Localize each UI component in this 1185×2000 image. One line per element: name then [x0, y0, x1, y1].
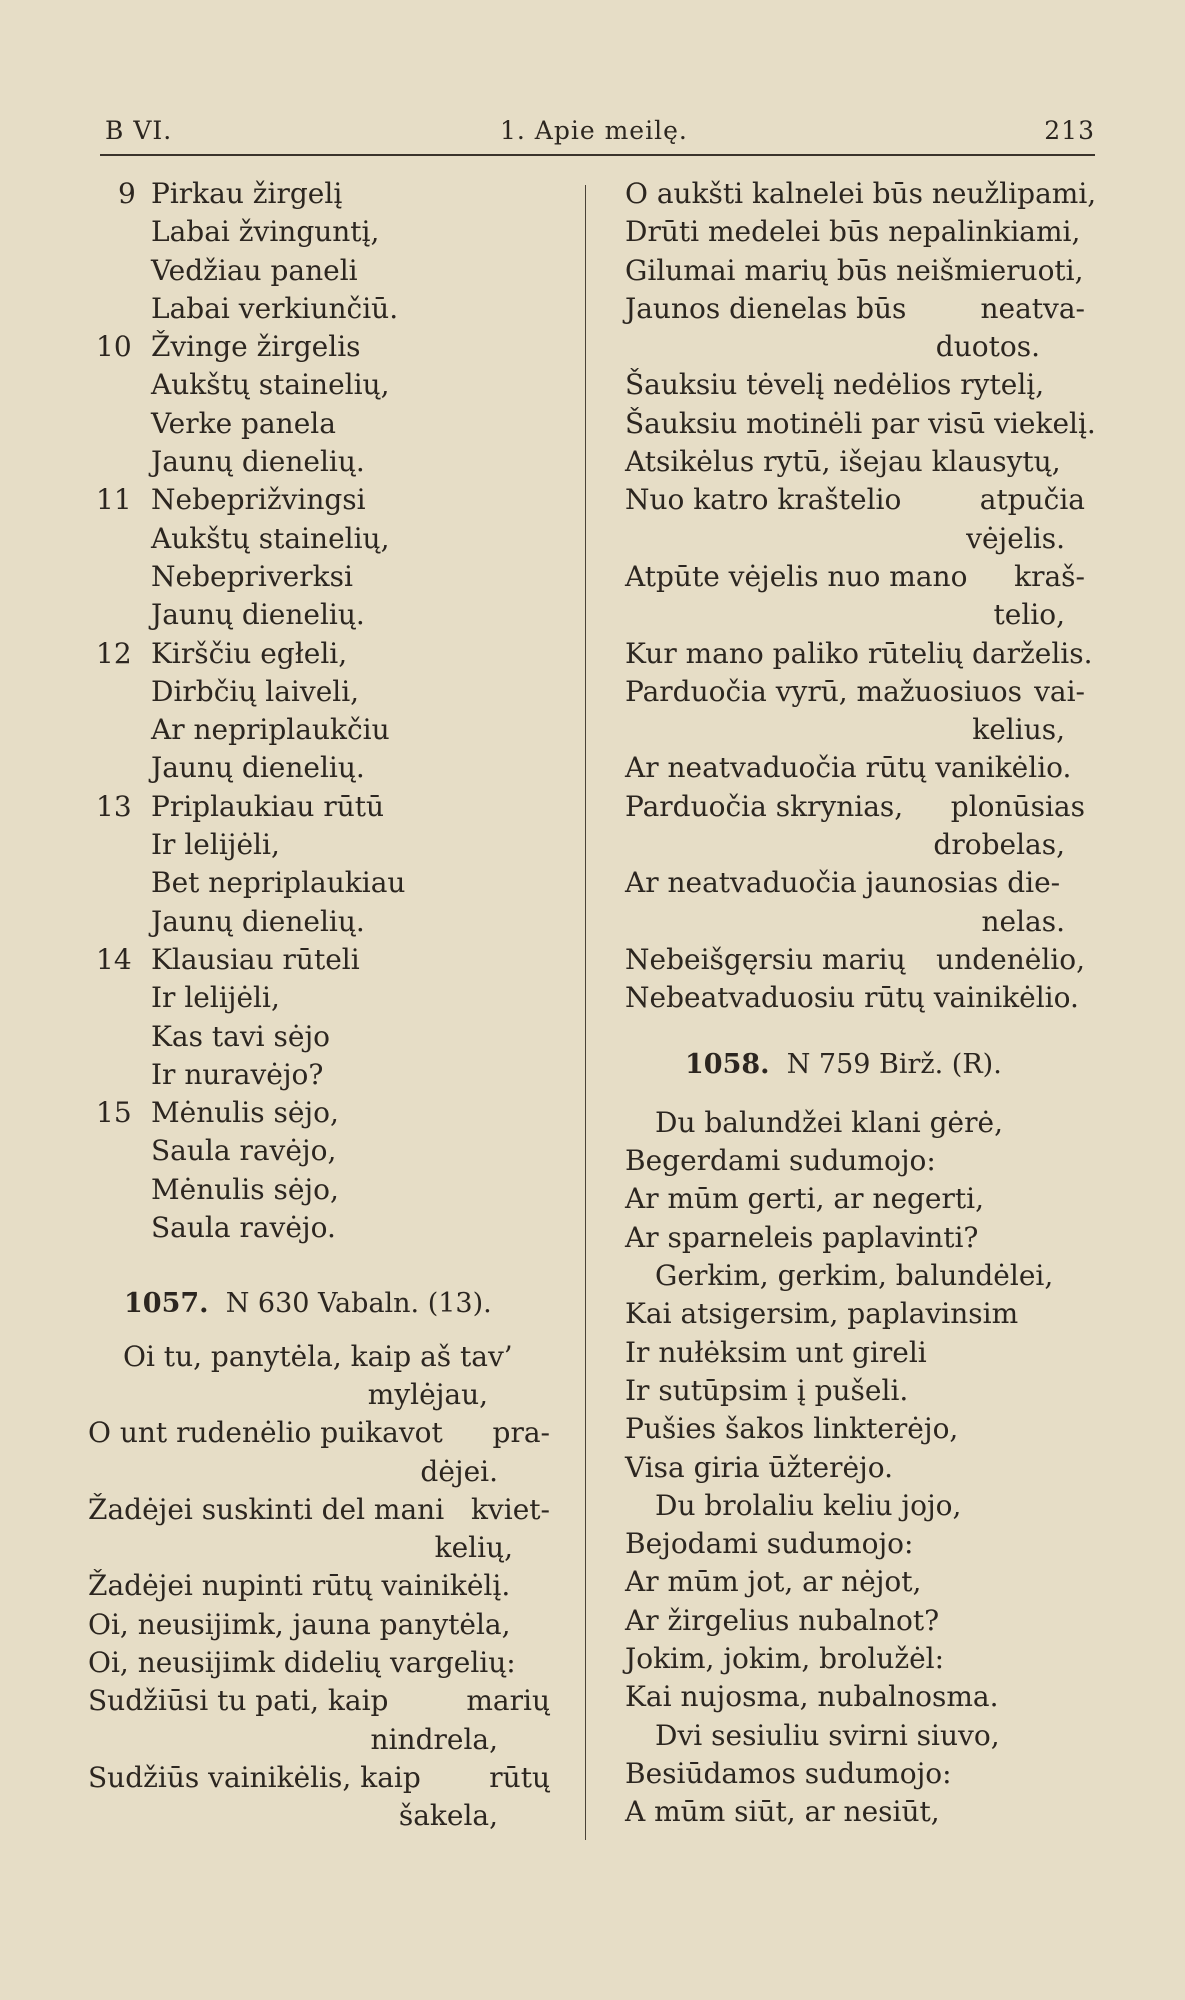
song-heading-1058: 1058. N 759 Birž. (R).	[685, 1048, 1002, 1080]
page-number: 213	[1044, 116, 1095, 145]
verse-line: Kai atsigersim, paplavinsim	[625, 1297, 1019, 1331]
verse-line: Aukštų stainelių,	[151, 521, 390, 555]
verse-line: Verke panela	[151, 406, 336, 440]
verse-line: Ar žirgelius nubalnot?	[625, 1603, 940, 1637]
verse-line: Žadėjei suskinti del mani kviet-	[88, 1492, 550, 1526]
verse-line: Dirbčių laiveli,	[151, 674, 360, 708]
stanza-number: 11	[96, 483, 132, 517]
song-heading-1057: 1057. N 630 Vabaln. (13).	[124, 1288, 492, 1320]
verse-line: 14 Klausiau rūteli	[88, 941, 568, 979]
verse-line: Ir sutūpsim į pušeli.	[625, 1373, 909, 1407]
stanza-number: 13	[96, 789, 132, 823]
left-column	[88, 175, 568, 1835]
verse-line: Parduočia skrynias, plonūsias	[625, 789, 1085, 823]
verse-line: duotos.	[935, 330, 1040, 364]
verse-line: kelius,	[972, 713, 1065, 747]
verse-line: Oi tu, panytėla, kaip aš tav’	[123, 1339, 513, 1373]
verse-line: Labai žvinguntį,	[151, 215, 380, 249]
verse-line: Parduočia vyrū, mažuosiuos vai-	[625, 674, 1085, 708]
verse-line: Gerkim, gerkim, balundėlei,	[655, 1259, 1054, 1293]
right-column	[625, 175, 1097, 1831]
verse-line: Jokim, jokim, brolužėl:	[625, 1641, 945, 1675]
verse-line: Jaunų dienelių.	[151, 751, 365, 785]
stanza-number: 12	[96, 636, 132, 670]
verse-line: telio,	[993, 598, 1065, 632]
verse-line: nelas.	[981, 904, 1065, 938]
verse-line: Gilumai marių būs neišmieruoti,	[625, 253, 1084, 287]
verse-line: O aukšti kalnelei būs neužlipami,	[625, 177, 1097, 210]
verse-line: nindrela,	[370, 1722, 498, 1756]
verse-line: 12 Kirščiu egłeli,	[88, 635, 568, 673]
verse-line: 15 Mėnulis sėjo,	[88, 1094, 568, 1132]
verse-line: Saula ravėjo,	[151, 1134, 337, 1168]
header-rule	[100, 154, 1095, 156]
verse-line: Nuo katro kraštelio atpučia	[625, 483, 1085, 517]
verse-line: Labai verkiunčiū.	[151, 291, 399, 325]
verse-line: drobelas,	[933, 828, 1065, 862]
verse-line: Pušies šakos linkterėjo,	[625, 1412, 959, 1446]
verse-line: dėjei.	[420, 1454, 498, 1488]
column-divider	[585, 185, 586, 1840]
header-section: B VI.	[105, 116, 173, 145]
verse-line: Šauksiu motinėli par visū viekelį.	[625, 406, 1096, 440]
verse-line: Jaunų dienelių.	[151, 598, 365, 632]
verse-line: Ir lelijėli,	[151, 981, 280, 1015]
verse-line: Sudžiūsi tu pati, kaip marių	[88, 1684, 550, 1718]
stanza-number: 10	[96, 330, 132, 364]
verse-line: Ar neatvaduočia rūtų vanikėlio.	[625, 751, 1072, 785]
verse-line: Visa giria ūžterėjo.	[625, 1450, 893, 1484]
verse-line: Oi, neusijimk, jauna panytėla,	[88, 1607, 511, 1641]
verse-line: Jaunų dienelių.	[151, 904, 365, 938]
verse-line: Oi, neusijimk didelių vargelių:	[88, 1645, 516, 1679]
verse-line: Dvi sesiuliu svirni siuvo,	[655, 1718, 1000, 1752]
verse-line: Atsikėlus rytū, išejau klausytų,	[625, 445, 1061, 479]
verse-line: Ar nepriplaukčiu	[151, 713, 390, 747]
verse-line: Begerdami sudumojo:	[625, 1144, 936, 1178]
verse-line: Kur mano paliko rūtelių darželis.	[625, 636, 1093, 670]
verse-line: Jaunos dienelas būs neatva-	[625, 291, 1085, 325]
verse-line: Drūti medelei būs nepalinkiami,	[625, 215, 1081, 249]
verse-line: 10 Žvinge žirgelis	[88, 328, 568, 366]
verse-line: Kai nujosma, nubalnosma.	[625, 1680, 999, 1714]
verse-line: Kas tavi sėjo	[151, 1019, 330, 1053]
verse-line: Bet nepriplaukiau	[151, 866, 406, 900]
verse-line: Ar neatvaduočia jaunosias die-	[625, 866, 1061, 900]
verse-line: Atpūte vėjelis nuo mano kraš-	[625, 559, 1085, 593]
verse-line: Žadėjei nupinti rūtų vainikėlį.	[88, 1569, 511, 1603]
verse-line: Nebepriverksi	[151, 559, 353, 593]
verse-line: Šauksiu tėvelį nedėlios rytelį,	[625, 368, 1045, 402]
verse-line: šakela,	[398, 1799, 498, 1833]
verse-line: Ir nuravėjo?	[151, 1057, 324, 1091]
verse-line: 9 Pirkau žirgelį	[88, 175, 568, 213]
verse-line: Jaunų dienelių.	[151, 445, 365, 479]
verse-line: A mūm siūt, ar nesiūt,	[625, 1795, 940, 1829]
verse-line: Ar sparneleis paplavinti?	[625, 1220, 979, 1254]
verse-line: Aukštų stainelių,	[151, 368, 390, 402]
verse-line: Ir nułėksim unt gireli	[625, 1335, 927, 1369]
verse-line: Nebeišgęrsiu marių undenėlio,	[625, 942, 1085, 976]
stanza-number: 14	[96, 942, 132, 976]
verse-line: Besiūdamos sudumojo:	[625, 1756, 952, 1790]
verse-line: 11 Nebeprižvingsi	[88, 481, 568, 519]
verse-line: Ir lelijėli,	[151, 828, 280, 862]
running-header	[105, 116, 1095, 156]
verse-line: Mėnulis sėjo,	[151, 1172, 339, 1206]
verse-line: vėjelis.	[966, 521, 1065, 555]
verse-line: kelių,	[434, 1531, 513, 1565]
verse-line: Du balundžei klani gėrė,	[655, 1105, 1003, 1139]
verse-line: Du brolaliu keliu jojo,	[655, 1488, 962, 1522]
verse-line: Bejodami sudumojo:	[625, 1527, 914, 1561]
stanza-number: 9	[118, 177, 136, 210]
header-title: 1. Apie meilę.	[500, 116, 688, 145]
verse-line: Saula ravėjo.	[151, 1211, 336, 1245]
verse-line: Vedžiau paneli	[151, 253, 358, 287]
verse-line: Ar mūm gerti, ar negerti,	[625, 1182, 984, 1216]
verse-line: Sudžiūs vainikėlis, kaip rūtų	[88, 1760, 550, 1794]
verse-line: Nebeatvaduosiu rūtų vainikėlio.	[625, 981, 1079, 1015]
verse-line: mylėjau,	[367, 1377, 488, 1411]
verse-line: 13 Priplaukiau rūtū	[88, 788, 568, 826]
verse-line: O unt rudenėlio puikavot pra-	[88, 1416, 550, 1450]
verse-line: Ar mūm jot, ar nėjot,	[625, 1565, 922, 1599]
stanza-number: 15	[96, 1096, 132, 1130]
